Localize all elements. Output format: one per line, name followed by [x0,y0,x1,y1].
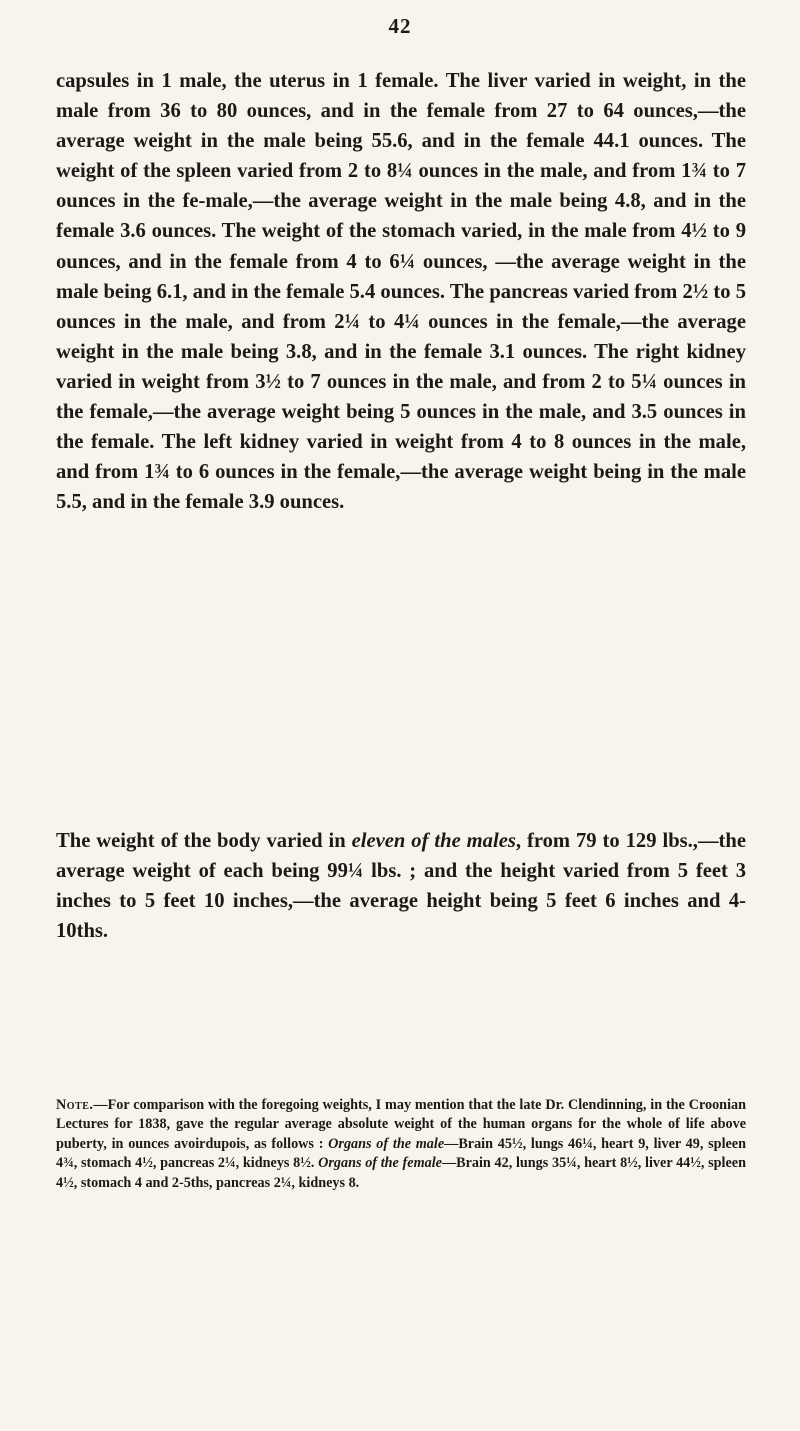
paragraph-body-weight-end: , from 79 to 129 lbs.,—the average weight of each being 99¼ lbs. ; and the height varied from 5 feet 3 inches to 5 feet 10 inches,—the average height being 5 feet 6 inches and 4-10ths. [56,830,746,943]
paragraph-body-weight-emphasis: eleven of the males [351,830,516,852]
paragraph-body-weight-start: The weight of the body varied in [56,830,352,852]
footnote-female-label: Organs of the female [318,1155,442,1172]
footnote-text-intro: —For comparison with the foregoing weights, I may mention that the late Dr. Clendinning, in the Croonian Lectures for 1838, gave the regular average absolute weight of the human organs for the whole of life above puberty, in ounces avoirdupois, as follows : [56,1097,746,1152]
paragraph-body-weight [56,826,746,946]
footnote-text-male: —Brain 45½, lungs 46¼, heart 9, liver 49, spleen 4¾, stomach 4½, pancreas 2¼, kidneys 8½. [56,1135,746,1172]
page-number: 42 [388,14,412,38]
footnote-male-label: Organs of the male [328,1135,445,1152]
footnote [56,1096,746,1193]
footnote-text-female: —Brain 42, lungs 35¼, heart 8½, liver 44½, spleen 4½, stomach 4 and 2-5ths, pancreas 2¼, kidneys 8. [56,1155,746,1191]
footnote-label: Note. [56,1097,94,1113]
paragraph-organ-weights: capsules in 1 male, the uterus in 1 female. The liver varied in weight, in the male from 36 to 80 ounces, and in the female from 27 to 64 ounces,—the average weight in the male being 55.6, and in the female 44.1 ounces. The weight of the spleen varied from 2 to 8¼ ounces in the male, and from 1¾ to 7 ounces in the fe-male,—the average weight in the male being 4.8, and in the female 3.6 ounces. The weight of the stomach varied, in the male from 4½ to 9 ounces, and in the female from 4 to 6¼ ounces, —the average weight in the male being 6.1, and in the female 5.4 ounces. The pancreas varied from 2½ to 5 ounces in the male, and from 2¼ to 4¼ ounces in the female,—the average weight in the male being 3.8, and in the female 3.1 ounces. The right kidney varied in weight from 3½ to 7 ounces in the male, and from 2 to 5¼ ounces in the female,—the average weight being 5 ounces in the male, and 3.5 ounces in the female. The left kidney varied in weight from 4 to 8 ounces in the male, and from 1¾ to 6 ounces in the female,—the average weight being in the male 5.5, and in the female 3.9 ounces. [56,70,746,514]
